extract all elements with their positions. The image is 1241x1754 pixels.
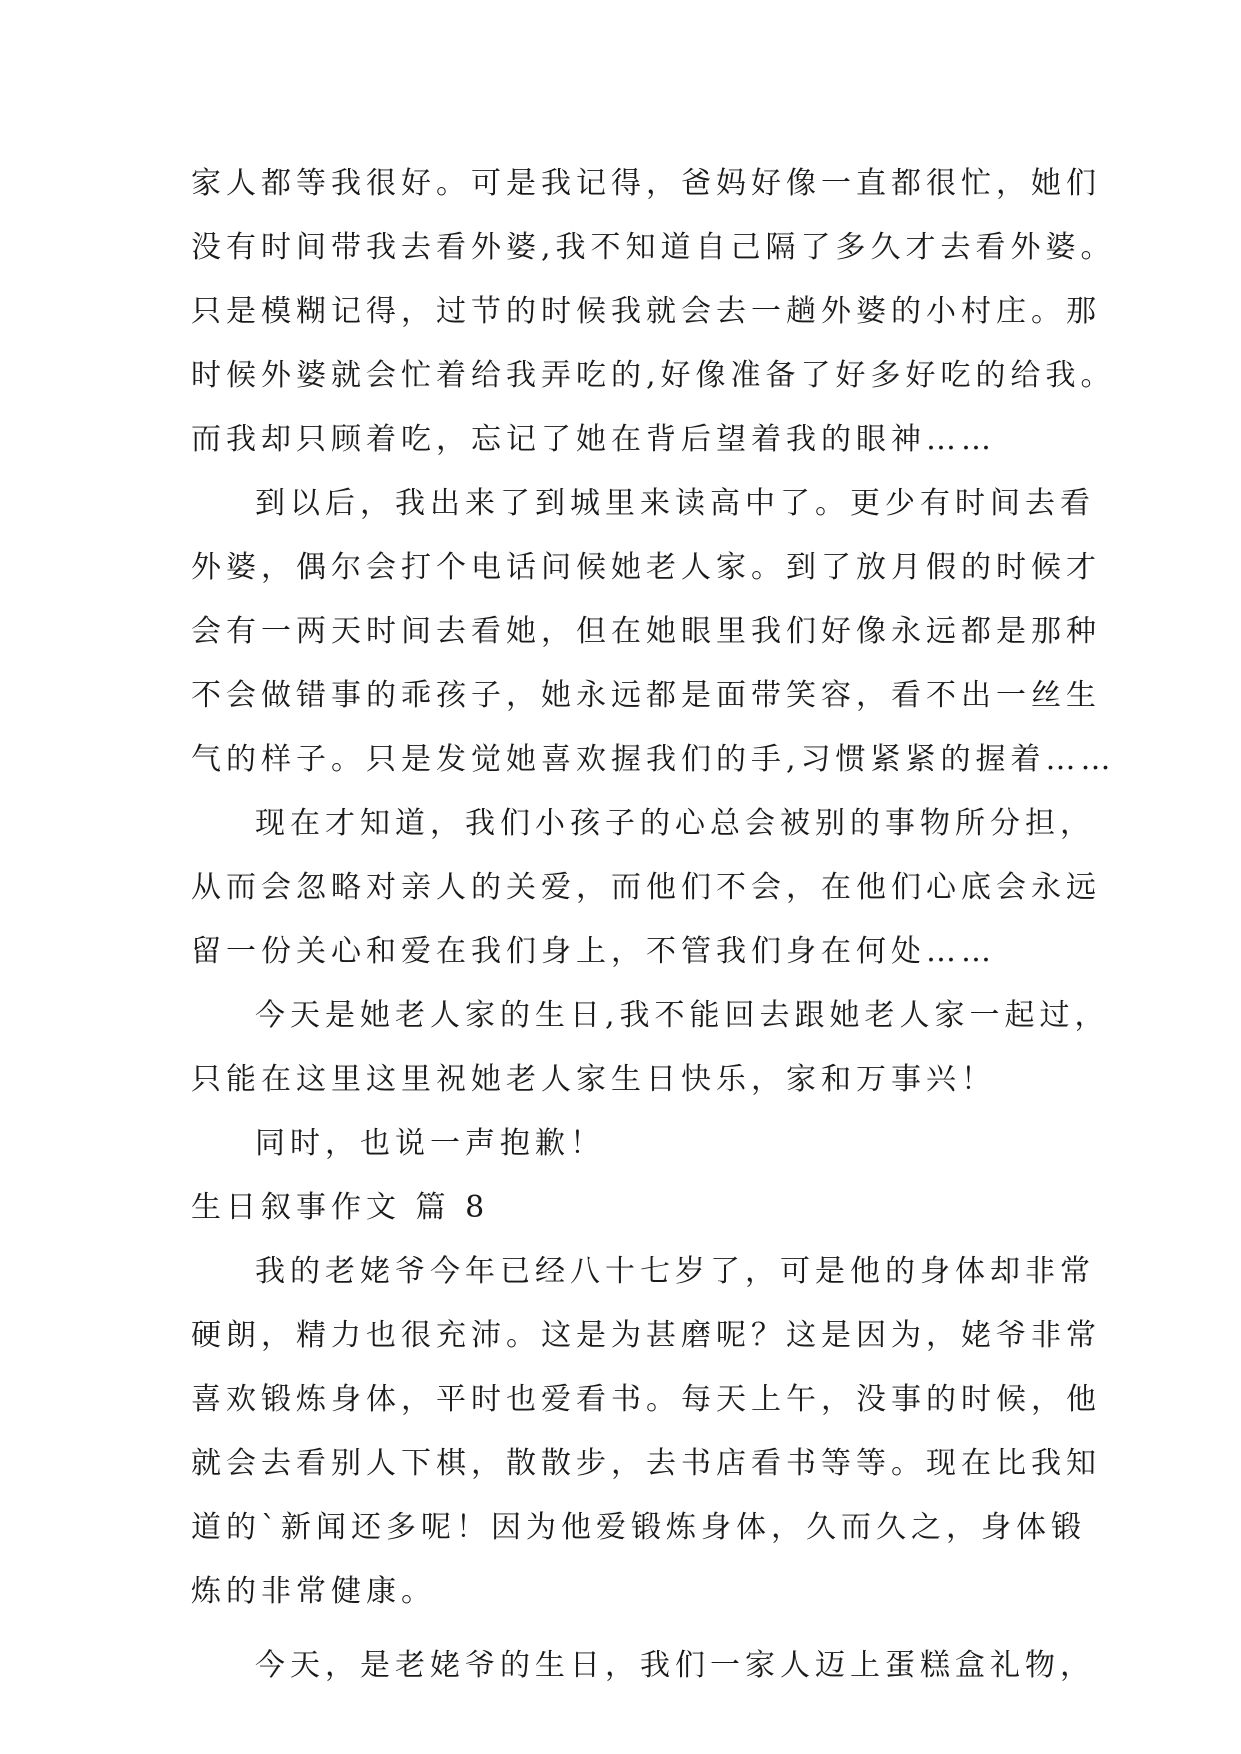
paragraph-start-line: 到以后，我出来了到城里来读高中了。更少有时间去看 [255, 486, 1095, 521]
text-line: 家人都等我很好。可是我记得，爸妈好像一直都很忙，她们 [191, 166, 1101, 201]
text-line: 只是模糊记得，过节的时候我就会去一趟外婆的小村庄。那 [191, 294, 1101, 329]
paragraph-start-line: 现在才知道，我们小孩子的心总会被别的事物所分担， [255, 806, 1095, 841]
text-line: 硬朗，精力也很充沛。这是为甚磨呢？这是因为，姥爷非常 [191, 1318, 1101, 1353]
paragraph-start-line: 我的老姥爷今年已经八十七岁了，可是他的身体却非常 [255, 1254, 1095, 1289]
paragraph-start-line: 今天是她老人家的生日,我不能回去跟她老人家一起过， [255, 998, 1110, 1033]
text-line: 只能在这里这里祝她老人家生日快乐，家和万事兴！ [191, 1062, 996, 1097]
text-line: 外婆，偶尔会打个电话问候她老人家。到了放月假的时候才 [191, 550, 1101, 585]
paragraph-start-line: 同时，也说一声抱歉！ [255, 1126, 605, 1161]
text-line: 从而会忽略对亲人的关爱，而他们不会，在他们心底会永远 [191, 870, 1101, 905]
text-line: 道的`新闻还多呢！因为他爱锻炼身体，久而久之，身体锻 [191, 1510, 1086, 1545]
text-line: 就会去看别人下棋，散散步，去书店看书等等。现在比我知 [191, 1446, 1101, 1481]
text-line: 喜欢锻炼身体，平时也爱看书。每天上午，没事的时候，他 [191, 1382, 1101, 1417]
text-line: 会有一两天时间去看她，但在她眼里我们好像永远都是那种 [191, 614, 1101, 649]
text-line: 留一份关心和爱在我们身上，不管我们身在何处…… [191, 934, 996, 969]
text-line: 炼的非常健康。 [191, 1574, 436, 1609]
text-line: 时候外婆就会忙着给我弄吃的,好像准备了好多好吃的给我。 [191, 358, 1116, 393]
text-line: 没有时间带我去看外婆,我不知道自己隔了多久才去看外婆。 [191, 230, 1116, 265]
text-line: 而我却只顾着吃，忘记了她在背后望着我的眼神…… [191, 422, 996, 457]
paragraph-start-line: 今天，是老姥爷的生日，我们一家人迈上蛋糕盒礼物， [255, 1648, 1095, 1683]
text-line: 不会做错事的乖孩子，她永远都是面带笑容，看不出一丝生 [191, 678, 1101, 713]
section-heading: 生日叙事作文 篇 8 [191, 1190, 490, 1225]
text-line: 气的样子。只是发觉她喜欢握我们的手,习惯紧紧的握着…… [191, 742, 1116, 777]
